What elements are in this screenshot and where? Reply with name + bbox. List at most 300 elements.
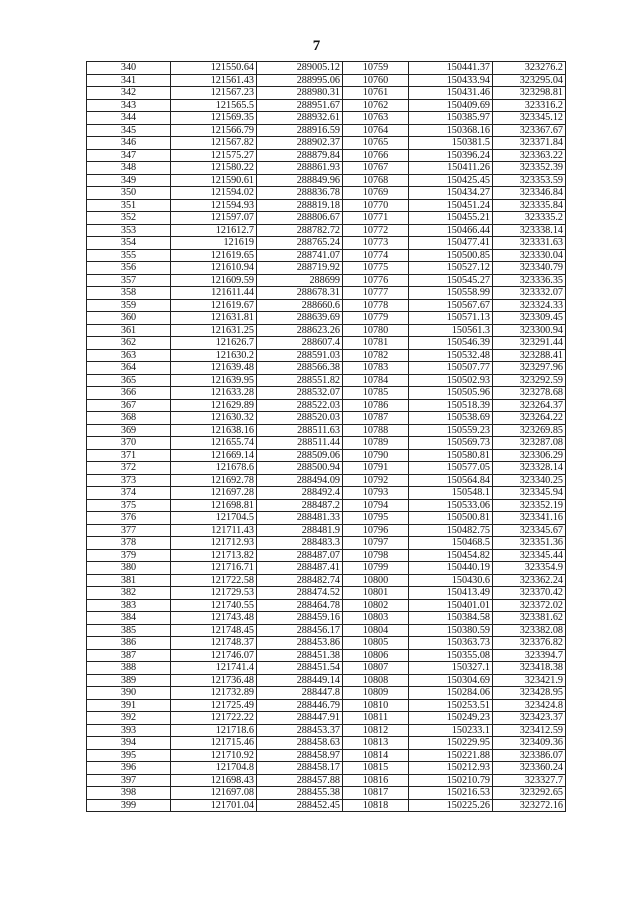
table-row (87, 224, 566, 237)
x-coordinate-b-cell: 150327.1 (409, 662, 493, 675)
point-number-b-cell: 10792 (343, 474, 409, 487)
point-number-a-cell: 341 (87, 74, 171, 87)
x-coordinate-b-cell: 150468.5 (409, 537, 493, 550)
point-number-a-cell: 377 (87, 524, 171, 537)
y-coordinate-b-cell: 323345.67 (493, 524, 566, 537)
point-number-a-cell: 387 (87, 649, 171, 662)
x-coordinate-a-cell: 121697.08 (171, 787, 257, 800)
point-number-a-cell: 359 (87, 299, 171, 312)
y-coordinate-a-cell: 288951.67 (257, 99, 343, 112)
table-row (87, 62, 566, 75)
y-coordinate-b-cell: 323330.04 (493, 249, 566, 262)
point-number-b-cell: 10787 (343, 412, 409, 425)
y-coordinate-a-cell: 288487.2 (257, 499, 343, 512)
x-coordinate-a-cell: 121655.74 (171, 437, 257, 450)
y-coordinate-b-cell: 323346.84 (493, 187, 566, 200)
x-coordinate-b-cell: 150455.21 (409, 212, 493, 225)
point-number-b-cell: 10771 (343, 212, 409, 225)
y-coordinate-b-cell: 323335.84 (493, 199, 566, 212)
table-row (87, 112, 566, 125)
y-coordinate-a-cell: 288520.03 (257, 412, 343, 425)
point-number-b-cell: 10768 (343, 174, 409, 187)
point-number-a-cell: 392 (87, 712, 171, 725)
point-number-b-cell: 10808 (343, 674, 409, 687)
point-number-a-cell: 361 (87, 324, 171, 337)
x-coordinate-a-cell: 121630.32 (171, 412, 257, 425)
y-coordinate-a-cell: 288551.82 (257, 374, 343, 387)
point-number-b-cell: 10781 (343, 337, 409, 350)
y-coordinate-b-cell: 323424.8 (493, 699, 566, 712)
y-coordinate-a-cell: 288458.17 (257, 762, 343, 775)
x-coordinate-b-cell: 150431.46 (409, 87, 493, 100)
x-coordinate-a-cell: 121711.43 (171, 524, 257, 537)
point-number-b-cell: 10810 (343, 699, 409, 712)
y-coordinate-a-cell: 288455.38 (257, 787, 343, 800)
x-coordinate-a-cell: 121701.04 (171, 799, 257, 812)
x-coordinate-b-cell: 150430.6 (409, 574, 493, 587)
point-number-a-cell: 388 (87, 662, 171, 675)
y-coordinate-b-cell: 323272.16 (493, 799, 566, 812)
x-coordinate-a-cell: 121619.67 (171, 299, 257, 312)
y-coordinate-a-cell: 288849.96 (257, 174, 343, 187)
y-coordinate-a-cell: 288660.6 (257, 299, 343, 312)
point-number-a-cell: 367 (87, 399, 171, 412)
x-coordinate-a-cell: 121740.55 (171, 599, 257, 612)
x-coordinate-b-cell: 150440.19 (409, 562, 493, 575)
x-coordinate-a-cell: 121565.5 (171, 99, 257, 112)
table-row (87, 762, 566, 775)
x-coordinate-b-cell: 150221.88 (409, 749, 493, 762)
y-coordinate-a-cell: 288902.37 (257, 137, 343, 150)
y-coordinate-a-cell: 288453.86 (257, 637, 343, 650)
y-coordinate-a-cell: 288500.94 (257, 462, 343, 475)
x-coordinate-a-cell: 121566.79 (171, 124, 257, 137)
x-coordinate-b-cell: 150210.79 (409, 774, 493, 787)
point-number-b-cell: 10793 (343, 487, 409, 500)
point-number-b-cell: 10777 (343, 287, 409, 300)
point-number-b-cell: 10802 (343, 599, 409, 612)
x-coordinate-b-cell: 150355.08 (409, 649, 493, 662)
point-number-a-cell: 380 (87, 562, 171, 575)
point-number-b-cell: 10811 (343, 712, 409, 725)
point-number-a-cell: 343 (87, 99, 171, 112)
point-number-a-cell: 375 (87, 499, 171, 512)
x-coordinate-a-cell: 121630.2 (171, 349, 257, 362)
x-coordinate-a-cell: 121729.53 (171, 587, 257, 600)
y-coordinate-a-cell: 288607.4 (257, 337, 343, 350)
point-number-b-cell: 10782 (343, 349, 409, 362)
point-number-b-cell: 10778 (343, 299, 409, 312)
x-coordinate-b-cell: 150559.23 (409, 424, 493, 437)
point-number-a-cell: 354 (87, 237, 171, 250)
table-row (87, 699, 566, 712)
x-coordinate-a-cell: 121612.7 (171, 224, 257, 237)
y-coordinate-b-cell: 323376.82 (493, 637, 566, 650)
y-coordinate-a-cell: 288458.97 (257, 749, 343, 762)
point-number-a-cell: 347 (87, 149, 171, 162)
point-number-a-cell: 376 (87, 512, 171, 525)
table-row (87, 524, 566, 537)
point-number-b-cell: 10776 (343, 274, 409, 287)
x-coordinate-b-cell: 150284.06 (409, 687, 493, 700)
table-row (87, 374, 566, 387)
y-coordinate-a-cell: 288741.07 (257, 249, 343, 262)
x-coordinate-a-cell: 121629.89 (171, 399, 257, 412)
y-coordinate-b-cell: 323328.14 (493, 462, 566, 475)
point-number-a-cell: 374 (87, 487, 171, 500)
table-row (87, 299, 566, 312)
point-number-b-cell: 10794 (343, 499, 409, 512)
point-number-b-cell: 10799 (343, 562, 409, 575)
y-coordinate-a-cell: 288449.14 (257, 674, 343, 687)
x-coordinate-a-cell: 121633.28 (171, 387, 257, 400)
point-number-b-cell: 10815 (343, 762, 409, 775)
y-coordinate-b-cell: 323336.35 (493, 274, 566, 287)
y-coordinate-a-cell: 288483.3 (257, 537, 343, 550)
point-number-b-cell: 10760 (343, 74, 409, 87)
point-number-a-cell: 393 (87, 724, 171, 737)
y-coordinate-b-cell: 323292.59 (493, 374, 566, 387)
page-number: 7 (312, 38, 321, 54)
point-number-a-cell: 345 (87, 124, 171, 137)
point-number-b-cell: 10767 (343, 162, 409, 175)
x-coordinate-b-cell: 150558.99 (409, 287, 493, 300)
y-coordinate-a-cell: 288836.78 (257, 187, 343, 200)
table-row (87, 99, 566, 112)
x-coordinate-b-cell: 150571.13 (409, 312, 493, 325)
y-coordinate-b-cell: 323345.94 (493, 487, 566, 500)
y-coordinate-b-cell: 323264.22 (493, 412, 566, 425)
point-number-a-cell: 385 (87, 624, 171, 637)
x-coordinate-a-cell: 121722.58 (171, 574, 257, 587)
x-coordinate-a-cell: 121722.22 (171, 712, 257, 725)
table-row (87, 612, 566, 625)
x-coordinate-b-cell: 150411.26 (409, 162, 493, 175)
x-coordinate-b-cell: 150564.84 (409, 474, 493, 487)
x-coordinate-b-cell: 150441.37 (409, 62, 493, 75)
point-number-a-cell: 346 (87, 137, 171, 150)
y-coordinate-b-cell: 323423.37 (493, 712, 566, 725)
x-coordinate-b-cell: 150466.44 (409, 224, 493, 237)
y-coordinate-a-cell: 288487.41 (257, 562, 343, 575)
x-coordinate-a-cell: 121619.65 (171, 249, 257, 262)
x-coordinate-b-cell: 150548.1 (409, 487, 493, 500)
y-coordinate-b-cell: 323300.94 (493, 324, 566, 337)
x-coordinate-b-cell: 150527.12 (409, 262, 493, 275)
x-coordinate-b-cell: 150532.48 (409, 349, 493, 362)
y-coordinate-b-cell: 323288.41 (493, 349, 566, 362)
y-coordinate-b-cell: 323295.04 (493, 74, 566, 87)
point-number-b-cell: 10812 (343, 724, 409, 737)
x-coordinate-a-cell: 121704.8 (171, 762, 257, 775)
x-coordinate-b-cell: 150580.81 (409, 449, 493, 462)
y-coordinate-a-cell: 288492.4 (257, 487, 343, 500)
y-coordinate-a-cell: 288932.61 (257, 112, 343, 125)
point-number-a-cell: 357 (87, 274, 171, 287)
x-coordinate-a-cell: 121567.23 (171, 87, 257, 100)
point-number-b-cell: 10762 (343, 99, 409, 112)
point-number-b-cell: 10770 (343, 199, 409, 212)
table-row (87, 149, 566, 162)
point-number-a-cell: 389 (87, 674, 171, 687)
table-row (87, 137, 566, 150)
table-row (87, 362, 566, 375)
point-number-a-cell: 364 (87, 362, 171, 375)
point-number-a-cell: 382 (87, 587, 171, 600)
x-coordinate-a-cell: 121609.59 (171, 274, 257, 287)
x-coordinate-b-cell: 150454.82 (409, 549, 493, 562)
point-number-a-cell: 394 (87, 737, 171, 750)
point-number-b-cell: 10761 (343, 87, 409, 100)
y-coordinate-b-cell: 323351.36 (493, 537, 566, 550)
point-number-b-cell: 10764 (343, 124, 409, 137)
point-number-a-cell: 348 (87, 162, 171, 175)
y-coordinate-b-cell: 323264.37 (493, 399, 566, 412)
point-number-a-cell: 350 (87, 187, 171, 200)
point-number-b-cell: 10806 (343, 649, 409, 662)
table-row (87, 449, 566, 462)
y-coordinate-a-cell: 288452.45 (257, 799, 343, 812)
table-row (87, 499, 566, 512)
x-coordinate-a-cell: 121594.02 (171, 187, 257, 200)
table-row (87, 387, 566, 400)
point-number-a-cell: 352 (87, 212, 171, 225)
y-coordinate-b-cell: 323386.07 (493, 749, 566, 762)
point-number-a-cell: 373 (87, 474, 171, 487)
table-row (87, 237, 566, 250)
table-row (87, 749, 566, 762)
table-row (87, 587, 566, 600)
x-coordinate-a-cell: 121567.82 (171, 137, 257, 150)
x-coordinate-a-cell: 121631.81 (171, 312, 257, 325)
point-number-b-cell: 10773 (343, 237, 409, 250)
x-coordinate-b-cell: 150507.77 (409, 362, 493, 375)
x-coordinate-b-cell: 150233.1 (409, 724, 493, 737)
y-coordinate-b-cell: 323287.08 (493, 437, 566, 450)
y-coordinate-a-cell: 288511.44 (257, 437, 343, 450)
point-number-b-cell: 10765 (343, 137, 409, 150)
table-row (87, 312, 566, 325)
point-number-b-cell: 10786 (343, 399, 409, 412)
point-number-a-cell: 371 (87, 449, 171, 462)
y-coordinate-a-cell: 288487.07 (257, 549, 343, 562)
point-number-b-cell: 10791 (343, 462, 409, 475)
table-row (87, 462, 566, 475)
point-number-a-cell: 356 (87, 262, 171, 275)
y-coordinate-a-cell: 288699 (257, 274, 343, 287)
y-coordinate-a-cell: 288639.69 (257, 312, 343, 325)
point-number-a-cell: 370 (87, 437, 171, 450)
x-coordinate-a-cell: 121580.22 (171, 162, 257, 175)
y-coordinate-b-cell: 323418.38 (493, 662, 566, 675)
x-coordinate-a-cell: 121575.27 (171, 149, 257, 162)
y-coordinate-b-cell: 323306.29 (493, 449, 566, 462)
y-coordinate-b-cell: 323409.36 (493, 737, 566, 750)
x-coordinate-b-cell: 150533.06 (409, 499, 493, 512)
point-number-a-cell: 360 (87, 312, 171, 325)
table-row (87, 399, 566, 412)
y-coordinate-b-cell: 323309.45 (493, 312, 566, 325)
point-number-a-cell: 379 (87, 549, 171, 562)
x-coordinate-a-cell: 121590.61 (171, 174, 257, 187)
y-coordinate-b-cell: 323327.7 (493, 774, 566, 787)
x-coordinate-b-cell: 150545.27 (409, 274, 493, 287)
y-coordinate-b-cell: 323297.96 (493, 362, 566, 375)
table-row (87, 562, 566, 575)
y-coordinate-b-cell: 323428.95 (493, 687, 566, 700)
y-coordinate-a-cell: 288482.74 (257, 574, 343, 587)
point-number-b-cell: 10784 (343, 374, 409, 387)
point-number-b-cell: 10801 (343, 587, 409, 600)
table-row (87, 599, 566, 612)
point-number-a-cell: 355 (87, 249, 171, 262)
point-number-a-cell: 344 (87, 112, 171, 125)
table-row (87, 487, 566, 500)
x-coordinate-b-cell: 150500.81 (409, 512, 493, 525)
point-number-b-cell: 10780 (343, 324, 409, 337)
table-row (87, 287, 566, 300)
point-number-b-cell: 10759 (343, 62, 409, 75)
x-coordinate-a-cell: 121746.07 (171, 649, 257, 662)
y-coordinate-a-cell: 288474.52 (257, 587, 343, 600)
table-row (87, 674, 566, 687)
table-row (87, 712, 566, 725)
x-coordinate-b-cell: 150482.75 (409, 524, 493, 537)
point-number-a-cell: 383 (87, 599, 171, 612)
table-row (87, 324, 566, 337)
x-coordinate-a-cell: 121638.16 (171, 424, 257, 437)
point-number-b-cell: 10789 (343, 437, 409, 450)
point-number-b-cell: 10798 (343, 549, 409, 562)
y-coordinate-b-cell: 323345.12 (493, 112, 566, 125)
x-coordinate-a-cell: 121619 (171, 237, 257, 250)
point-number-b-cell: 10775 (343, 262, 409, 275)
y-coordinate-b-cell: 323362.24 (493, 574, 566, 587)
point-number-a-cell: 349 (87, 174, 171, 187)
x-coordinate-a-cell: 121710.92 (171, 749, 257, 762)
x-coordinate-b-cell: 150477.41 (409, 237, 493, 250)
x-coordinate-a-cell: 121704.5 (171, 512, 257, 525)
y-coordinate-b-cell: 323331.63 (493, 237, 566, 250)
y-coordinate-a-cell: 288591.03 (257, 349, 343, 362)
y-coordinate-a-cell: 288879.84 (257, 149, 343, 162)
table-row (87, 162, 566, 175)
y-coordinate-a-cell: 288458.63 (257, 737, 343, 750)
x-coordinate-b-cell: 150577.05 (409, 462, 493, 475)
y-coordinate-a-cell: 288916.59 (257, 124, 343, 137)
coordinates-table (86, 61, 566, 812)
x-coordinate-b-cell: 150569.73 (409, 437, 493, 450)
x-coordinate-a-cell: 121678.6 (171, 462, 257, 475)
point-number-a-cell: 366 (87, 387, 171, 400)
y-coordinate-a-cell: 288451.38 (257, 649, 343, 662)
y-coordinate-b-cell: 323276.2 (493, 62, 566, 75)
y-coordinate-a-cell: 288995.06 (257, 74, 343, 87)
y-coordinate-a-cell: 288464.78 (257, 599, 343, 612)
point-number-a-cell: 378 (87, 537, 171, 550)
table-row (87, 662, 566, 675)
y-coordinate-b-cell: 323354.9 (493, 562, 566, 575)
y-coordinate-b-cell: 323353.59 (493, 174, 566, 187)
table-row (87, 774, 566, 787)
point-number-b-cell: 10814 (343, 749, 409, 762)
y-coordinate-b-cell: 323335.2 (493, 212, 566, 225)
point-number-b-cell: 10816 (343, 774, 409, 787)
point-number-b-cell: 10766 (343, 149, 409, 162)
point-number-b-cell: 10803 (343, 612, 409, 625)
table-row (87, 199, 566, 212)
y-coordinate-b-cell: 323298.81 (493, 87, 566, 100)
y-coordinate-a-cell: 288509.06 (257, 449, 343, 462)
y-coordinate-b-cell: 323421.9 (493, 674, 566, 687)
x-coordinate-a-cell: 121610.94 (171, 262, 257, 275)
y-coordinate-b-cell: 323341.16 (493, 512, 566, 525)
table-row (87, 537, 566, 550)
x-coordinate-a-cell: 121732.89 (171, 687, 257, 700)
y-coordinate-a-cell: 288806.67 (257, 212, 343, 225)
y-coordinate-b-cell: 323370.42 (493, 587, 566, 600)
y-coordinate-b-cell: 323412.59 (493, 724, 566, 737)
table-row (87, 724, 566, 737)
y-coordinate-a-cell: 288623.26 (257, 324, 343, 337)
table-row (87, 799, 566, 812)
point-number-a-cell: 363 (87, 349, 171, 362)
point-number-b-cell: 10783 (343, 362, 409, 375)
table-row (87, 349, 566, 362)
x-coordinate-b-cell: 150425.45 (409, 174, 493, 187)
table-row (87, 337, 566, 350)
x-coordinate-b-cell: 150561.3 (409, 324, 493, 337)
x-coordinate-b-cell: 150451.24 (409, 199, 493, 212)
x-coordinate-b-cell: 150363.73 (409, 637, 493, 650)
x-coordinate-b-cell: 150502.93 (409, 374, 493, 387)
point-number-b-cell: 10774 (343, 249, 409, 262)
y-coordinate-b-cell: 323340.79 (493, 262, 566, 275)
x-coordinate-a-cell: 121692.78 (171, 474, 257, 487)
y-coordinate-a-cell: 288459.16 (257, 612, 343, 625)
table-row (87, 624, 566, 637)
x-coordinate-a-cell: 121715.46 (171, 737, 257, 750)
point-number-b-cell: 10807 (343, 662, 409, 675)
y-coordinate-b-cell: 323363.22 (493, 149, 566, 162)
y-coordinate-a-cell: 288678.31 (257, 287, 343, 300)
y-coordinate-a-cell: 288861.93 (257, 162, 343, 175)
table-row (87, 412, 566, 425)
point-number-a-cell: 386 (87, 637, 171, 650)
x-coordinate-a-cell: 121597.07 (171, 212, 257, 225)
point-number-b-cell: 10763 (343, 112, 409, 125)
x-coordinate-a-cell: 121550.64 (171, 62, 257, 75)
x-coordinate-b-cell: 150249.23 (409, 712, 493, 725)
y-coordinate-a-cell: 288446.79 (257, 699, 343, 712)
table-row (87, 549, 566, 562)
coordinates-table-body (87, 62, 566, 812)
x-coordinate-b-cell: 150253.51 (409, 699, 493, 712)
y-coordinate-a-cell: 288511.63 (257, 424, 343, 437)
point-number-a-cell: 353 (87, 224, 171, 237)
table-row (87, 737, 566, 750)
point-number-b-cell: 10796 (343, 524, 409, 537)
x-coordinate-a-cell: 121748.45 (171, 624, 257, 637)
table-row (87, 637, 566, 650)
x-coordinate-b-cell: 150216.53 (409, 787, 493, 800)
y-coordinate-b-cell: 323324.33 (493, 299, 566, 312)
y-coordinate-a-cell: 288980.31 (257, 87, 343, 100)
point-number-a-cell: 381 (87, 574, 171, 587)
point-number-a-cell: 390 (87, 687, 171, 700)
x-coordinate-b-cell: 150304.69 (409, 674, 493, 687)
x-coordinate-b-cell: 150381.5 (409, 137, 493, 150)
